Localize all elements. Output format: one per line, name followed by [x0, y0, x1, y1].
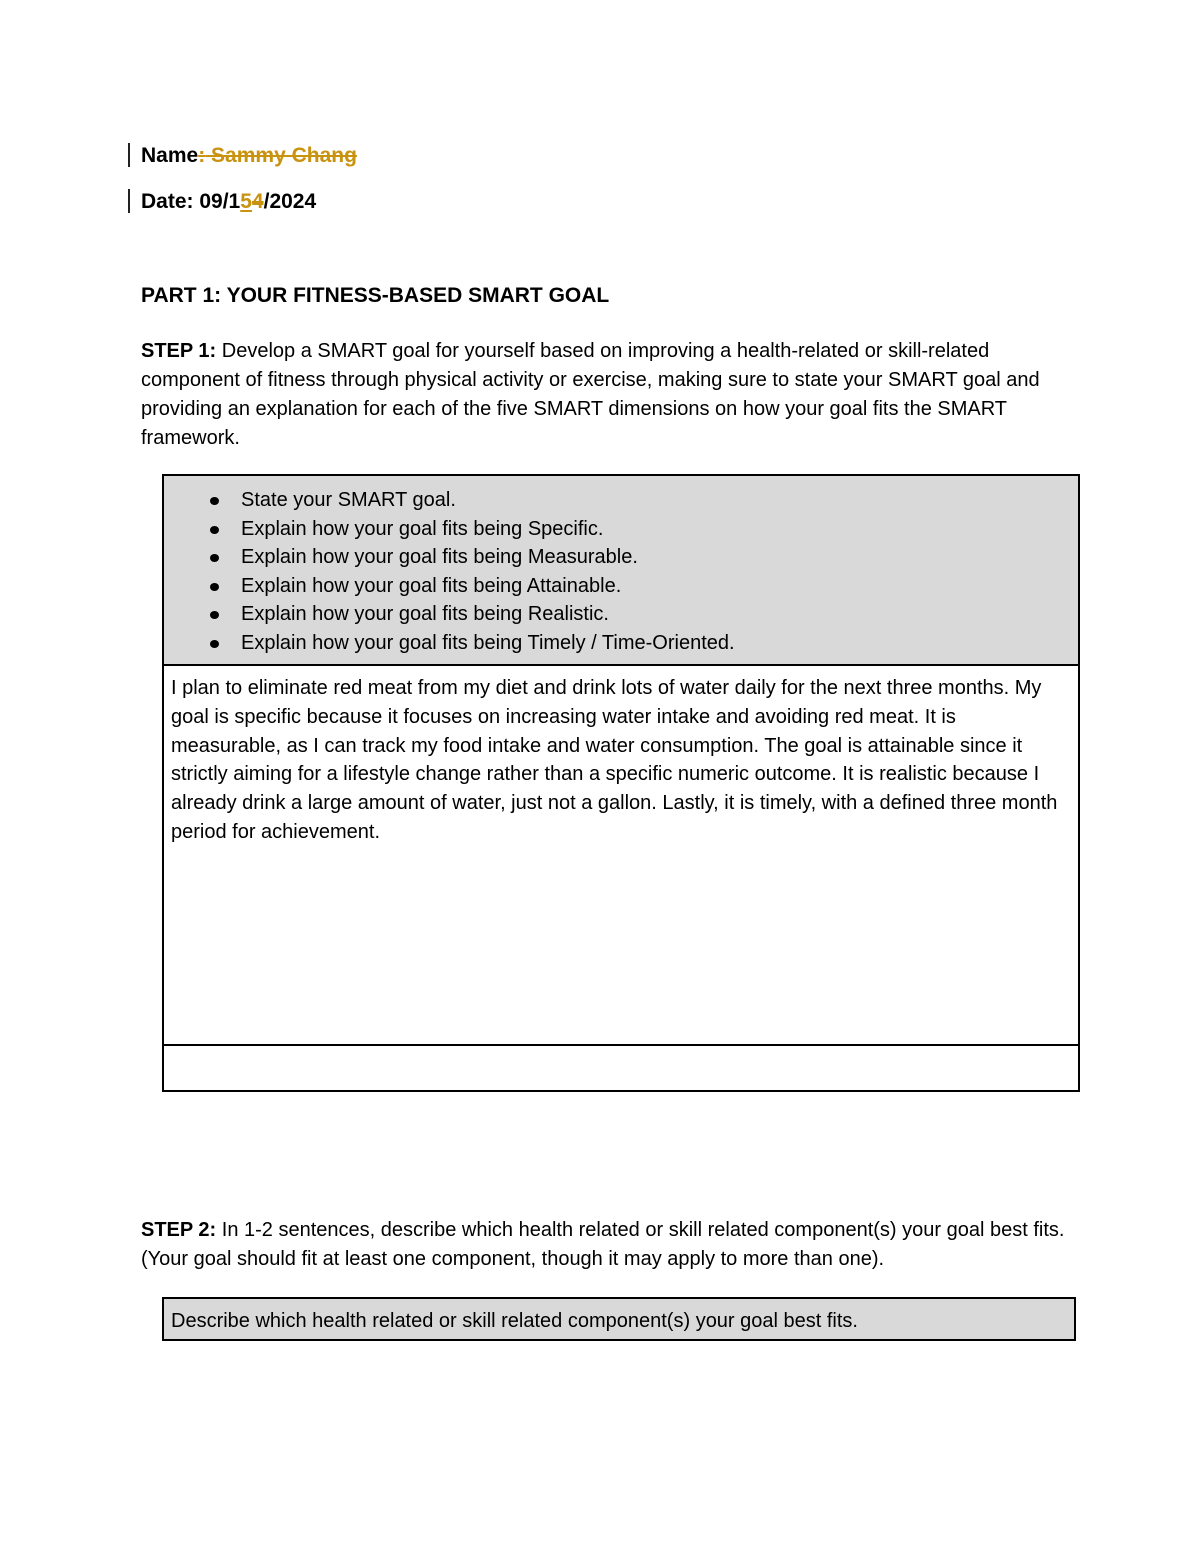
- date-suffix: /2024: [263, 190, 317, 213]
- list-item: [164, 515, 1078, 544]
- list-item-text: Explain how your goal fits being Timely / Time-Oriented.: [241, 631, 735, 654]
- step1-label: STEP 1:: [141, 340, 217, 362]
- date-inserted-digit: 5: [240, 190, 252, 213]
- list-item: [164, 486, 1078, 515]
- smart-goal-prompt-cell: [164, 476, 1078, 666]
- date-prefix: 09/1: [199, 190, 241, 213]
- list-item: [164, 572, 1078, 601]
- bullet-icon: [210, 583, 219, 591]
- list-item-text: Explain how your goal fits being Attainable.: [241, 574, 622, 597]
- name-value: Sammy Chang: [205, 144, 357, 167]
- smart-goal-table: [162, 474, 1080, 1092]
- smart-goal-answer-cell[interactable]: I plan to eliminate red meat from my diet and drink lots of water daily for the next three months. My goal is specific because it focuses on increasing water intake and avoiding red meat. It is measurable, as I can track my food intake and water consumption. The goal is attainable since it strictly aiming for a lifestyle change rather than a specific numeric outcome. It is realistic because I already drink a large amount of water, just not a gallon. Lastly, it is timely, with a defined three month period for achievement.: [164, 666, 1078, 1046]
- date-line: [141, 189, 316, 215]
- list-item: [164, 629, 1078, 658]
- name-label: Name: [141, 144, 199, 167]
- step2-instructions: [141, 1216, 1071, 1274]
- bullet-icon: [210, 526, 219, 534]
- step1-instructions: [141, 337, 1071, 453]
- prompt-list: [164, 476, 1078, 658]
- list-item-text: Explain how your goal fits being Realistic.: [241, 603, 609, 626]
- empty-table-row[interactable]: [164, 1046, 1078, 1088]
- bullet-icon: [210, 640, 219, 648]
- list-item-text: Explain how your goal fits being Specific.: [241, 517, 604, 540]
- step2-label: STEP 2:: [141, 1219, 217, 1241]
- bullet-icon: [210, 611, 219, 619]
- part1-title: PART 1: YOUR FITNESS-BASED SMART GOAL: [141, 284, 610, 307]
- step1-text: Develop a SMART goal for yourself based on improving a health-related or skill-related component of fitness through physical activity or exercise, making sure to state your SMART goal and providing an explanation for each of the five SMART dimensions on how your goal fits the SMART framework.: [141, 340, 1040, 449]
- list-item-text: Explain how your goal fits being Measurable.: [241, 546, 638, 569]
- step2-text: In 1-2 sentences, describe which health related or skill related component(s) your goal best fits. (Your goal should fit at least one component, though it may apply to more than one).: [141, 1219, 1065, 1270]
- component-prompt-cell[interactable]: Describe which health related or skill related component(s) your goal best fits.: [162, 1297, 1076, 1341]
- list-item: [164, 543, 1078, 572]
- bullet-icon: [210, 497, 219, 505]
- change-bar: [128, 143, 130, 167]
- bullet-icon: [210, 554, 219, 562]
- date-label: Date:: [141, 190, 200, 213]
- change-bar: [128, 189, 130, 213]
- name-colon-deleted: :: [198, 144, 206, 167]
- list-item: [164, 600, 1078, 629]
- name-line: [141, 143, 357, 169]
- list-item-text: State your SMART goal.: [241, 489, 456, 511]
- date-deleted-digit: 4: [251, 190, 264, 213]
